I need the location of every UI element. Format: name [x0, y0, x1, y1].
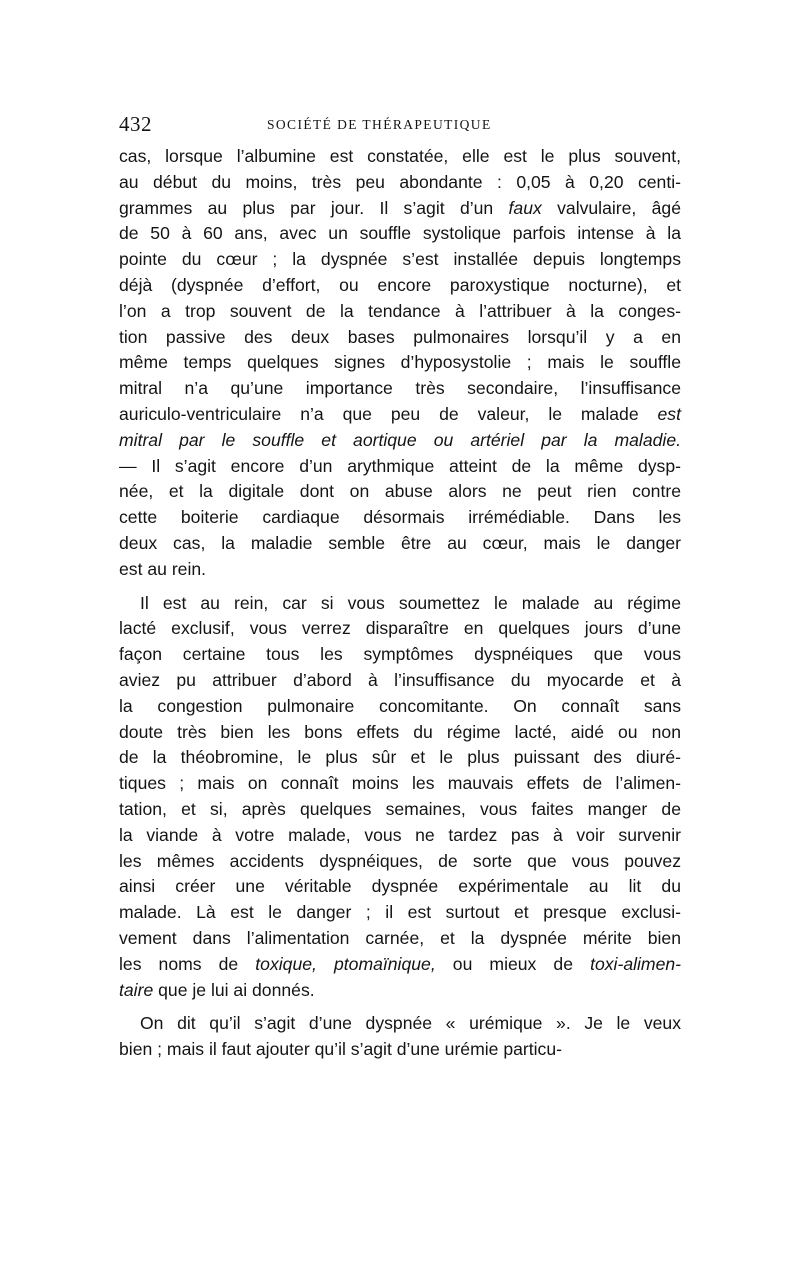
text-line	[119, 144, 681, 170]
text-line	[119, 849, 681, 875]
text-line	[119, 745, 681, 771]
text-run: grammes au plus par jour. Il s’agit d’un	[119, 197, 509, 218]
text-line	[119, 874, 681, 900]
text-run: tation, et si, après quelques semaines, vous faites manger de	[119, 798, 681, 819]
text-run: de 50 à 60 ans, avec un souffle systolique parfois intense à la	[119, 223, 681, 244]
body-text	[119, 144, 681, 1063]
text-run: doute très bien les bons effets du régime lacté, aidé ou non	[119, 721, 681, 742]
text-line	[119, 797, 681, 823]
text-line	[119, 978, 681, 1004]
text-run: Il est au rein, car si vous soumettez le malade au régime	[140, 592, 681, 613]
text-line	[119, 505, 681, 531]
running-title: SOCIÉTÉ DE THÉRAPEUTIQUE	[267, 117, 492, 132]
text-line	[119, 299, 681, 325]
text-run: On dit qu’il s’agit d’une dyspnée « urémique ». Je le veux	[140, 1013, 681, 1034]
text-run: malade. Là est le danger ; il est surtout et presque exclusi-	[119, 902, 681, 923]
text-run: aviez pu attribuer d’abord à l’insuffisance du myocarde et à	[119, 669, 681, 690]
text-line	[119, 325, 681, 351]
text-line	[119, 952, 681, 978]
text-run: même temps quelques signes d’hyposystolie ; mais le souffle	[119, 352, 681, 373]
text-run: les mêmes accidents dyspnéiques, de sorte que vous pouvez	[119, 850, 681, 871]
text-line	[119, 1011, 681, 1037]
text-run: l’on a trop souvent de la tendance à l’attribuer à la conges-	[119, 300, 681, 321]
text-line	[119, 823, 681, 849]
paragraph	[119, 1011, 681, 1063]
text-run: — Il s’agit encore d’un arythmique atteint de la même dysp-	[119, 455, 681, 476]
text-line	[119, 428, 681, 454]
text-line	[119, 273, 681, 299]
text-line	[119, 642, 681, 668]
text-line	[119, 557, 681, 583]
italic-text: toxique, ptomaïnique,	[255, 953, 436, 974]
text-line	[119, 720, 681, 746]
text-run: au début du moins, très peu abondante : 0,05 à 0,20 centi-	[119, 171, 681, 192]
text-run: pointe du cœur ; la dyspnée s’est installée depuis longtemps	[119, 249, 681, 270]
text-line	[119, 591, 681, 617]
text-run: de la théobromine, le plus sûr et le plus puissant des diuré-	[119, 747, 681, 768]
text-line	[119, 376, 681, 402]
text-run: tiques ; mais on connaît moins les mauvais effets de l’alimen-	[119, 773, 681, 794]
text-run: bien ; mais il faut ajouter qu’il s’agit d’une urémie particu-	[119, 1039, 562, 1060]
text-run: née, et la digitale dont on abuse alors ne peut rien contre	[119, 481, 681, 502]
text-line	[119, 402, 681, 428]
paragraph	[119, 591, 681, 1004]
text-run: ou mieux de	[435, 953, 591, 974]
text-run: tion passive des deux bases pulmonaires lorsqu’il y a en	[119, 326, 681, 347]
text-line	[119, 479, 681, 505]
italic-text: est	[657, 403, 681, 424]
italic-text: toxi-alimen-	[590, 953, 682, 974]
text-line	[119, 668, 681, 694]
text-line	[119, 247, 681, 273]
text-line	[119, 531, 681, 557]
text-run: la viande à votre malade, vous ne tardez pas à voir survenir	[119, 824, 681, 845]
italic-text: mitral par le souffle et aortique ou artériel par la maladie.	[119, 429, 681, 450]
text-run: cas, lorsque l’albumine est constatée, elle est le plus souvent,	[119, 146, 681, 166]
page-number: 432	[119, 112, 152, 136]
text-run: les noms de	[119, 953, 256, 974]
text-run: la congestion pulmonaire concomitante. On connaît sans	[119, 695, 681, 716]
italic-text: faux	[508, 197, 542, 218]
text-line	[119, 926, 681, 952]
text-run: que je lui ai donnés.	[153, 979, 315, 1000]
text-line	[119, 350, 681, 376]
text-line	[119, 771, 681, 797]
text-line	[119, 694, 681, 720]
text-line	[119, 1037, 681, 1063]
text-line	[119, 221, 681, 247]
text-run: deux cas, la maladie semble être au cœur, mais le danger	[119, 532, 681, 553]
text-line	[119, 900, 681, 926]
text-line	[119, 196, 681, 222]
text-run: cette boiterie cardiaque désormais irrémédiable. Dans les	[119, 507, 681, 528]
paragraph	[119, 144, 681, 583]
text-run: déjà (dyspnée d’effort, ou encore paroxystique nocturne), et	[119, 274, 681, 295]
text-run: lacté exclusif, vous verrez disparaître en quelques jours d’une	[119, 618, 681, 639]
text-run: mitral n’a qu’une importance très secondaire, l’insuffisance	[119, 378, 681, 399]
running-head	[119, 112, 681, 138]
italic-text: taire	[119, 979, 154, 1000]
text-line	[119, 170, 681, 196]
text-line	[119, 454, 681, 480]
text-run: valvulaire, âgé	[541, 197, 681, 218]
text-run: est au rein.	[119, 558, 207, 579]
text-line	[119, 616, 681, 642]
text-run: façon certaine tous les symptômes dyspnéiques que vous	[119, 644, 681, 665]
text-run: ainsi créer une véritable dyspnée expérimentale au lit du	[119, 876, 681, 897]
text-run: auriculo-ventriculaire n’a que peu de valeur, le malade	[119, 403, 658, 424]
book-page	[119, 112, 681, 1063]
text-run: vement dans l’alimentation carnée, et la dyspnée mérite bien	[119, 927, 681, 948]
